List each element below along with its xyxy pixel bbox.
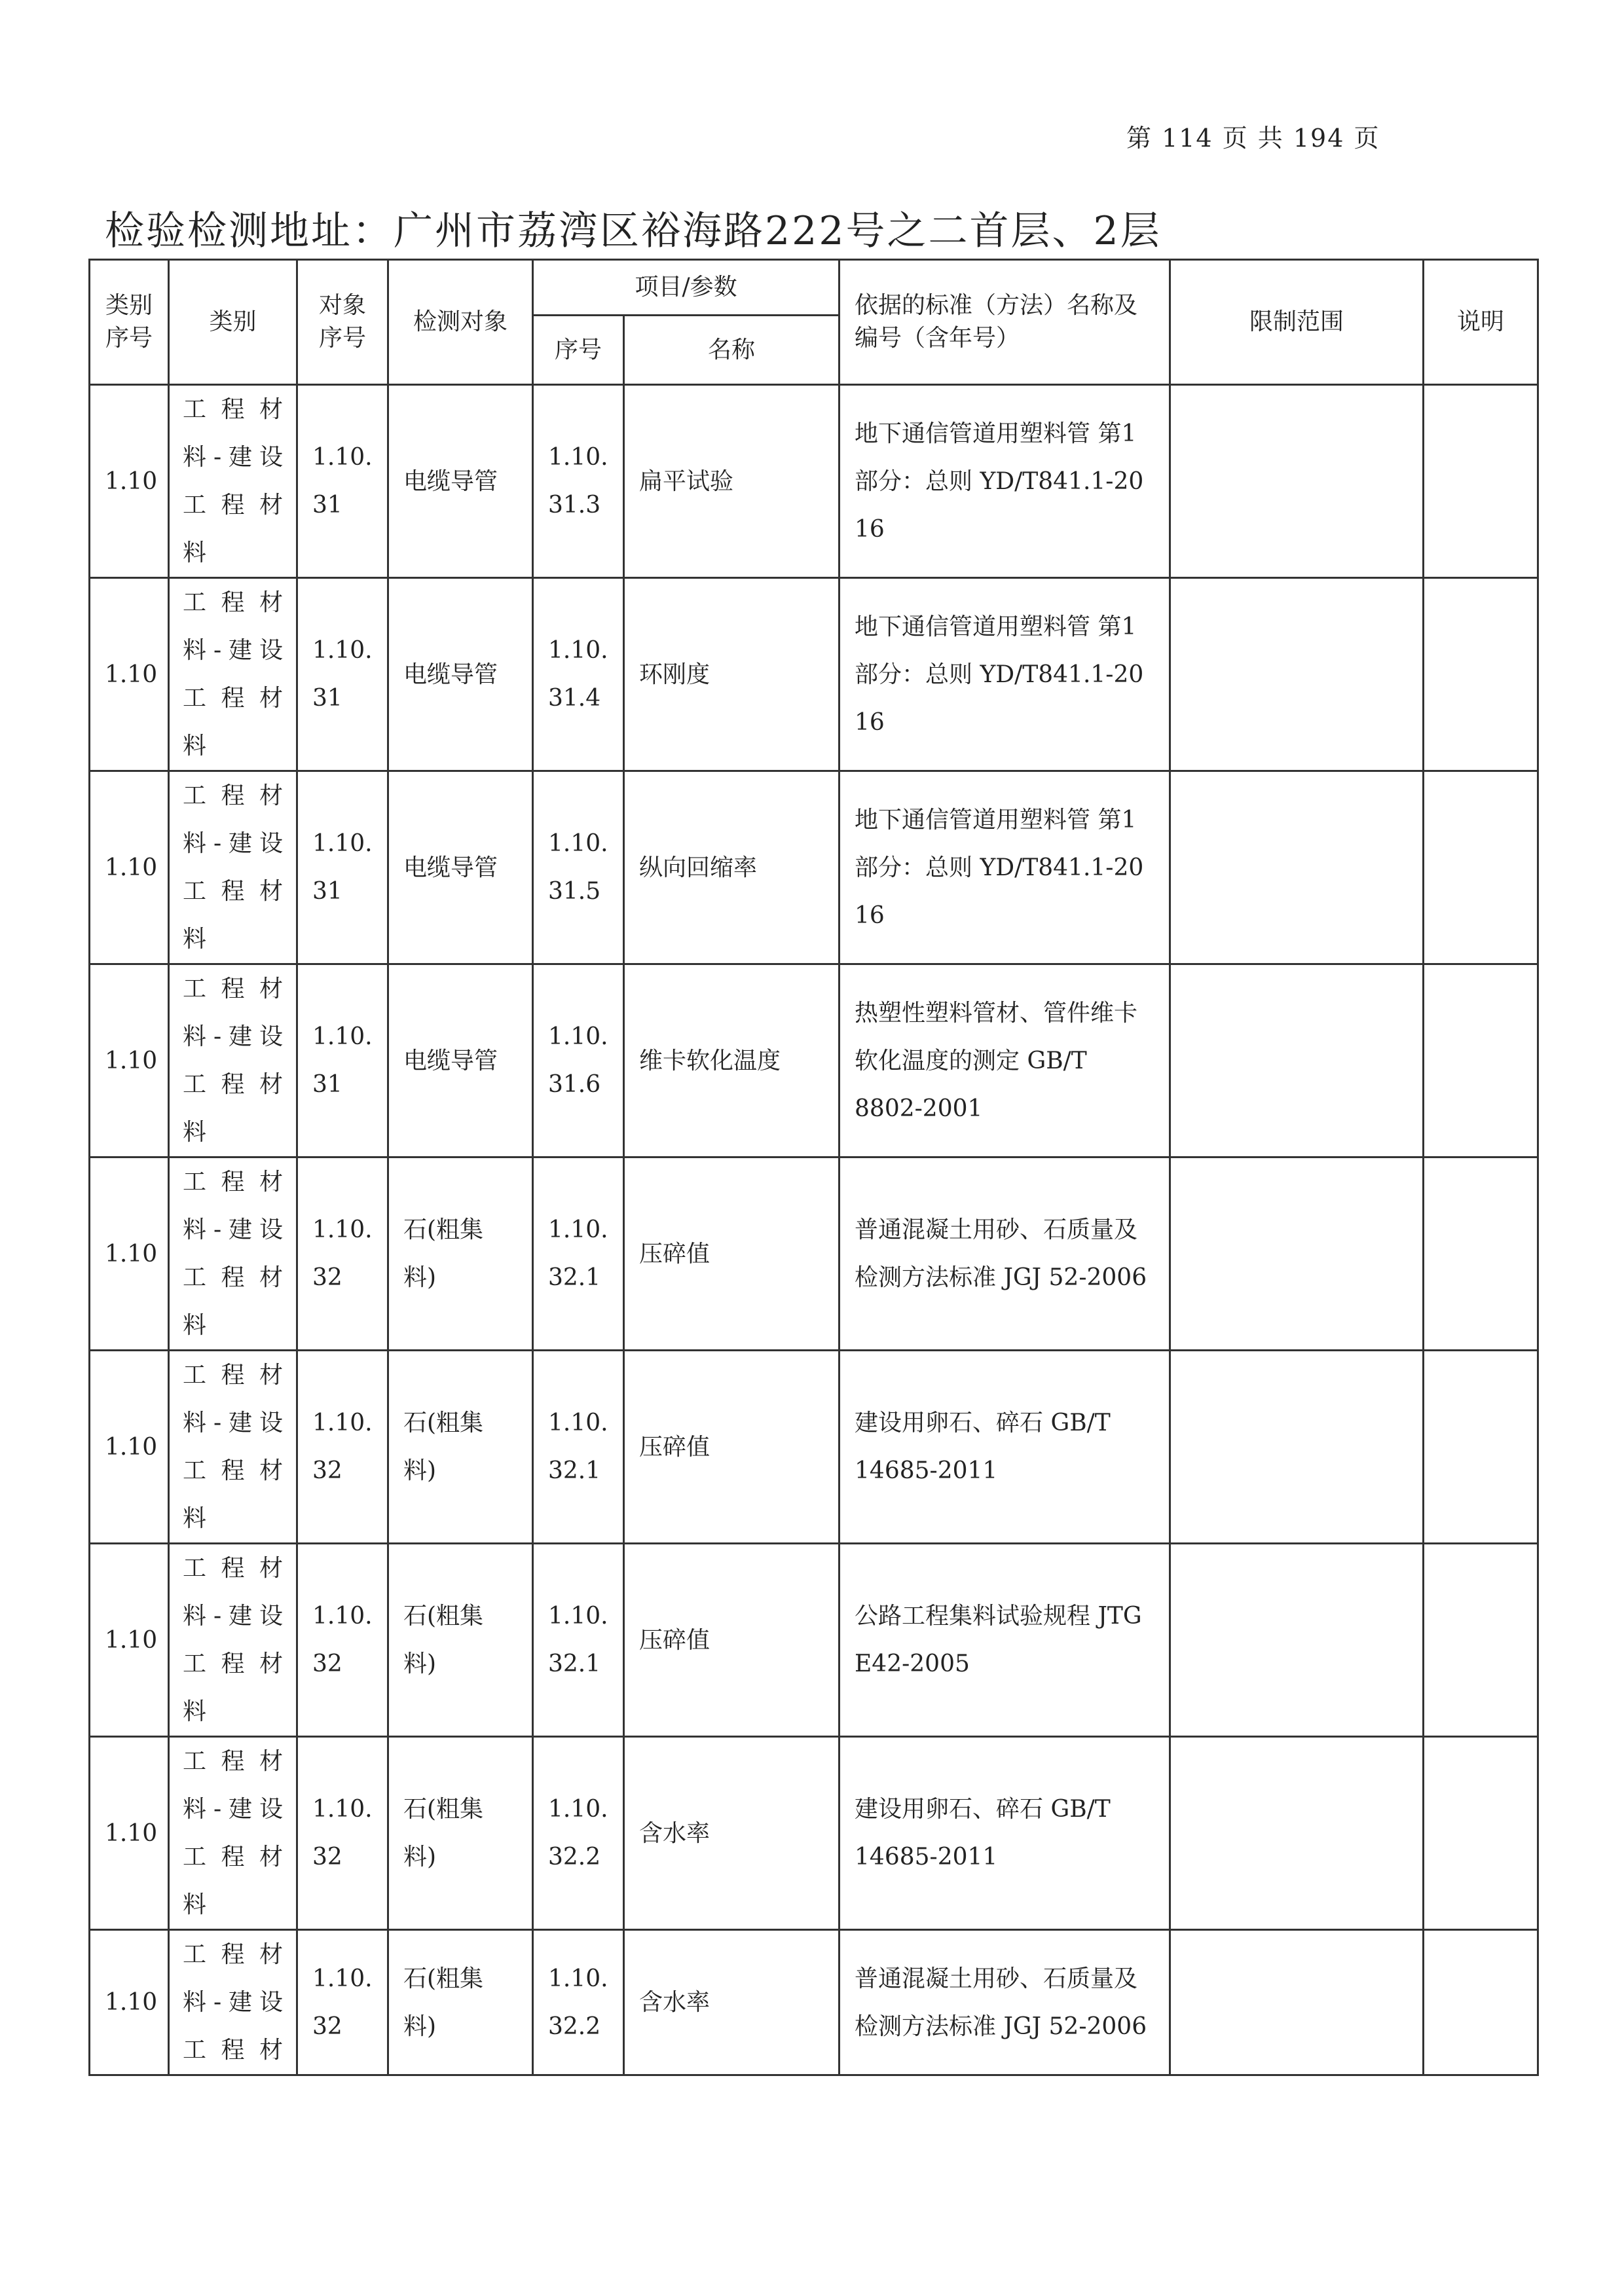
table-row — [90, 1930, 1538, 2075]
cell-object: 石(粗集 料) — [388, 1157, 533, 1351]
cell-standard: 地下通信管道用塑料管 第1 部分：总则 YD/T841.1-2016 — [840, 385, 1170, 578]
cell-category: 工程材 料-建设 工程材 料 — [169, 1351, 297, 1544]
cell-item-name: 维卡软化温度 — [624, 964, 840, 1157]
cell-standard: 建设用卵石、碎石 GB/T 14685-2011 — [840, 1737, 1170, 1930]
header-note: 说明 — [1424, 260, 1538, 385]
cell-note — [1424, 1157, 1538, 1351]
table-row — [90, 578, 1538, 771]
cell-item-name: 扁平试验 — [624, 385, 840, 578]
cell-cat-seq: 1.10 — [90, 1351, 169, 1544]
cell-category: 工程材 料-建设 工程材 料 — [169, 771, 297, 964]
header-category: 类别 — [169, 260, 297, 385]
cell-object: 电缆导管 — [388, 578, 533, 771]
cell-obj-seq: 1.10. 31 — [297, 771, 388, 964]
cell-standard: 地下通信管道用塑料管 第1 部分：总则 YD/T841.1-2016 — [840, 771, 1170, 964]
cell-item-name: 环刚度 — [624, 578, 840, 771]
cell-item-seq: 1.10. 31.5 — [533, 771, 624, 964]
cell-object: 电缆导管 — [388, 964, 533, 1157]
table-header-row — [90, 260, 1538, 316]
cell-obj-seq: 1.10. 32 — [297, 1157, 388, 1351]
header-object: 检测对象 — [388, 260, 533, 385]
cell-standard: 普通混凝土用砂、石质量及 检测方法标准 JGJ 52-2006 — [840, 1930, 1170, 2075]
cell-item-name: 压碎值 — [624, 1544, 840, 1737]
cell-item-seq: 1.10. 32.1 — [533, 1351, 624, 1544]
cell-limit — [1170, 771, 1424, 964]
cell-item-seq: 1.10. 31.3 — [533, 385, 624, 578]
cell-item-name: 含水率 — [624, 1737, 840, 1930]
cell-category: 工程材 料-建设 工程材 料 — [169, 1737, 297, 1930]
header-limit: 限制范围 — [1170, 260, 1424, 385]
header-item-name: 名称 — [624, 316, 840, 385]
cell-note — [1424, 771, 1538, 964]
table-row — [90, 1351, 1538, 1544]
cell-category: 工程材 料-建设 工程材 — [169, 1930, 297, 2075]
cell-item-seq: 1.10. 32.2 — [533, 1930, 624, 2075]
cell-cat-seq: 1.10 — [90, 1930, 169, 2075]
cell-item-name: 压碎值 — [624, 1157, 840, 1351]
cell-note — [1424, 1544, 1538, 1737]
cell-obj-seq: 1.10. 31 — [297, 385, 388, 578]
cell-limit — [1170, 578, 1424, 771]
cell-standard: 普通混凝土用砂、石质量及 检测方法标准 JGJ 52-2006 — [840, 1157, 1170, 1351]
cell-object: 石(粗集 料) — [388, 1351, 533, 1544]
cell-item-seq: 1.10. 31.6 — [533, 964, 624, 1157]
cell-limit — [1170, 1737, 1424, 1930]
table-row — [90, 1157, 1538, 1351]
cell-obj-seq: 1.10. 31 — [297, 578, 388, 771]
cell-cat-seq: 1.10 — [90, 578, 169, 771]
cell-item-seq: 1.10. 31.4 — [533, 578, 624, 771]
table-row — [90, 1544, 1538, 1737]
cell-note — [1424, 578, 1538, 771]
table-body — [90, 385, 1538, 2075]
header-obj-seq: 对象 序号 — [297, 260, 388, 385]
cell-object: 石(粗集 料) — [388, 1737, 533, 1930]
page-number: 第 114 页 共 194 页 — [1126, 124, 1380, 153]
table-row — [90, 385, 1538, 578]
cell-item-seq: 1.10. 32.2 — [533, 1737, 624, 1930]
cell-cat-seq: 1.10 — [90, 385, 169, 578]
cell-standard: 热塑性塑料管材、管件维卡 软化温度的测定 GB/T 8802-2001 — [840, 964, 1170, 1157]
cell-category: 工程材 料-建设 工程材 料 — [169, 578, 297, 771]
cell-item-name: 纵向回缩率 — [624, 771, 840, 964]
cell-category: 工程材 料-建设 工程材 料 — [169, 1544, 297, 1737]
cell-item-name: 含水率 — [624, 1930, 840, 2075]
cell-item-name: 压碎值 — [624, 1351, 840, 1544]
header-cat-seq: 类别 序号 — [90, 260, 169, 385]
cell-cat-seq: 1.10 — [90, 771, 169, 964]
cell-obj-seq: 1.10. 32 — [297, 1544, 388, 1737]
cell-limit — [1170, 1930, 1424, 2075]
cell-limit — [1170, 1544, 1424, 1737]
cell-limit — [1170, 385, 1424, 578]
cell-limit — [1170, 1351, 1424, 1544]
cell-obj-seq: 1.10. 32 — [297, 1351, 388, 1544]
header-item-seq: 序号 — [533, 316, 624, 385]
cell-limit — [1170, 1157, 1424, 1351]
cell-limit — [1170, 964, 1424, 1157]
cell-cat-seq: 1.10 — [90, 1157, 169, 1351]
inspection-table — [88, 259, 1539, 2076]
table-row — [90, 964, 1538, 1157]
cell-cat-seq: 1.10 — [90, 964, 169, 1157]
page-title: 检验检测地址：广州市荔湾区裕海路222号之二首层、2层 — [105, 208, 1162, 254]
cell-obj-seq: 1.10. 32 — [297, 1930, 388, 2075]
cell-note — [1424, 1737, 1538, 1930]
cell-note — [1424, 1930, 1538, 2075]
cell-cat-seq: 1.10 — [90, 1544, 169, 1737]
cell-cat-seq: 1.10 — [90, 1737, 169, 1930]
cell-standard: 公路工程集料试验规程 JTG E42-2005 — [840, 1544, 1170, 1737]
cell-standard: 地下通信管道用塑料管 第1 部分：总则 YD/T841.1-2016 — [840, 578, 1170, 771]
cell-obj-seq: 1.10. 32 — [297, 1737, 388, 1930]
table-row — [90, 771, 1538, 964]
header-item-param: 项目/参数 — [533, 260, 840, 316]
cell-obj-seq: 1.10. 31 — [297, 964, 388, 1157]
cell-item-seq: 1.10. 32.1 — [533, 1544, 624, 1737]
cell-category: 工程材 料-建设 工程材 料 — [169, 964, 297, 1157]
cell-object: 电缆导管 — [388, 385, 533, 578]
cell-note — [1424, 964, 1538, 1157]
cell-category: 工程材 料-建设 工程材 料 — [169, 1157, 297, 1351]
cell-note — [1424, 385, 1538, 578]
cell-category: 工程材 料-建设 工程材 料 — [169, 385, 297, 578]
cell-note — [1424, 1351, 1538, 1544]
header-standard: 依据的标准（方法）名称及 编号（含年号） — [840, 260, 1170, 385]
cell-object: 石(粗集 料) — [388, 1930, 533, 2075]
cell-standard: 建设用卵石、碎石 GB/T 14685-2011 — [840, 1351, 1170, 1544]
cell-object: 石(粗集 料) — [388, 1544, 533, 1737]
cell-object: 电缆导管 — [388, 771, 533, 964]
table-row — [90, 1737, 1538, 1930]
cell-item-seq: 1.10. 32.1 — [533, 1157, 624, 1351]
